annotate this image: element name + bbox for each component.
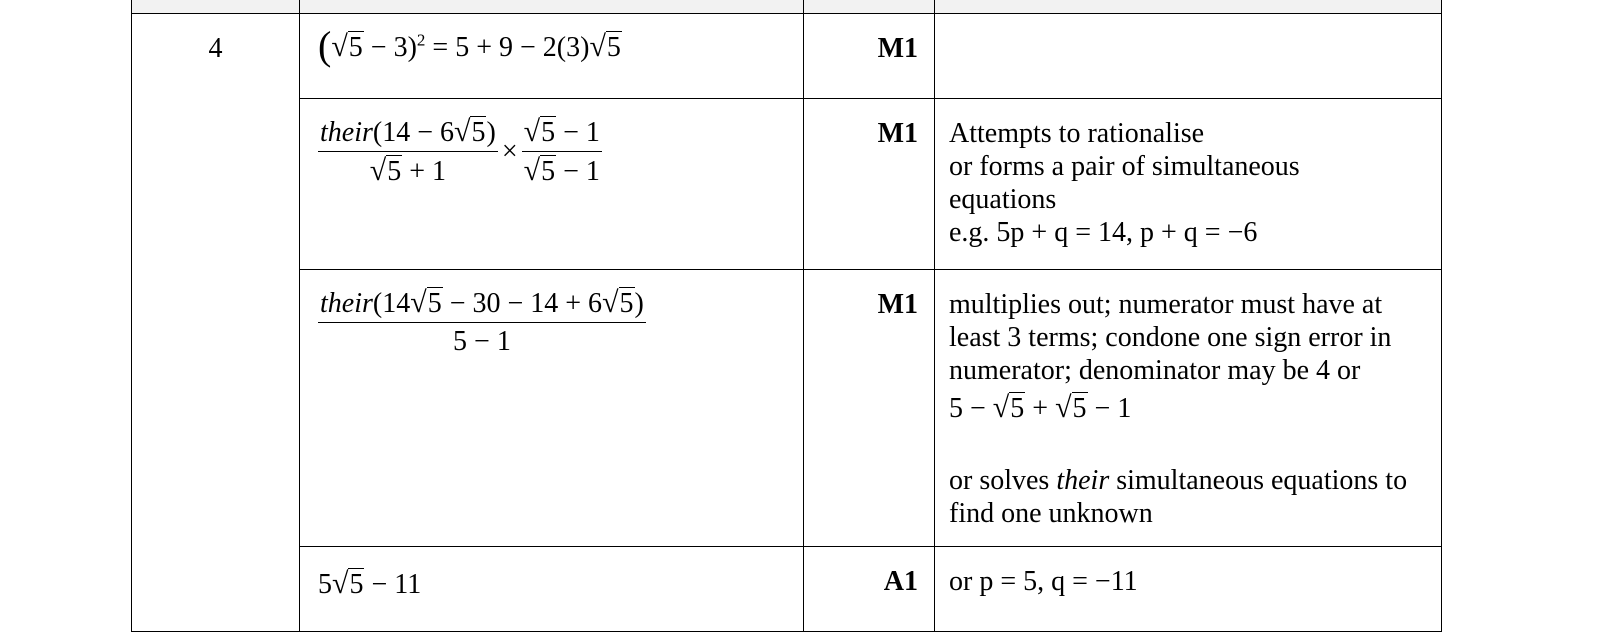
sqrt-expression: √5 [332, 567, 364, 600]
sqrt-expression: √5 [454, 115, 486, 148]
guidance-line: equations [949, 184, 1057, 215]
guidance-fragment: simultaneous equations to [1109, 465, 1408, 496]
answer-term: = 5 + 9 − 2(3) [425, 32, 590, 63]
radicand: 5 [606, 32, 621, 63]
answer-cell [300, 99, 804, 270]
expr-term: 5 − [949, 393, 993, 424]
sqrt-expression: √5 [331, 30, 363, 63]
numerator [318, 286, 646, 322]
denominator [318, 151, 498, 188]
answer-cell [300, 270, 804, 547]
sqrt-expression: √5 [369, 154, 402, 187]
answer-term: ) [634, 288, 644, 319]
radicand: 5 [541, 156, 556, 187]
spacer [949, 425, 1427, 458]
answer-expression [300, 99, 803, 188]
guidance-text [935, 99, 1441, 249]
guidance-fragment: or solves [949, 465, 1057, 496]
guidance-line: Attempts to rationalise [949, 118, 1205, 149]
paren-open: ( [318, 23, 332, 68]
denominator: 5 − 1 [318, 322, 646, 358]
table-row [132, 14, 1442, 99]
answer-term: − 1 [556, 156, 600, 187]
radicand: 5 [348, 32, 363, 63]
sqrt-expression: √5 [523, 115, 556, 148]
mark-code: M1 [877, 33, 918, 64]
question-number: 4 [208, 33, 223, 64]
guidance-text [935, 270, 1441, 530]
guidance-cell [935, 270, 1442, 547]
header-cell [300, 0, 804, 14]
radicand: 5 [387, 156, 402, 187]
answer-term: 5 [318, 569, 332, 600]
mark-cell [804, 14, 935, 99]
guidance-cell [935, 14, 1442, 99]
table-row [132, 547, 1442, 632]
table-row [132, 99, 1442, 270]
guidance-line: e.g. 5p + q = 14, p + q = −6 [949, 217, 1258, 248]
answer-term: − 30 − 14 + 6 [442, 288, 603, 319]
radicand: 5 [471, 117, 486, 148]
expr-term: + [1025, 393, 1056, 424]
mark-code: A1 [883, 566, 918, 597]
their-label: their [320, 288, 373, 319]
their-label: their [320, 117, 373, 148]
numerator [318, 115, 498, 151]
radicand: 5 [427, 288, 442, 319]
fraction [318, 286, 646, 358]
sqrt-expression: √5 [992, 391, 1025, 424]
guidance-expression [949, 387, 1427, 425]
guidance-line: or forms a pair of simultaneous [949, 151, 1300, 182]
mark-code: M1 [877, 118, 918, 149]
guidance-line: multiplies out; numerator must have at [949, 289, 1383, 320]
radicand: 5 [541, 117, 556, 148]
mark-cell [804, 547, 935, 632]
fraction [522, 115, 602, 188]
table-header-row [132, 0, 1442, 14]
radicand: 5 [1010, 393, 1025, 424]
sqrt-expression: √5 [410, 286, 442, 319]
table-row [132, 270, 1442, 547]
guidance-line: find one unknown [949, 498, 1153, 529]
fraction [318, 115, 498, 188]
radicand: 5 [1072, 393, 1087, 424]
mark-cell [804, 99, 935, 270]
sqrt-expression: √5 [1055, 391, 1087, 424]
guidance-line: numerator; denominator may be 4 or [949, 355, 1361, 386]
header-cell [804, 0, 935, 14]
header-cell [132, 0, 300, 14]
answer-expression [300, 14, 803, 68]
sqrt-expression: √5 [602, 286, 634, 319]
header-cell [935, 0, 1442, 14]
answer-term: ) [486, 117, 496, 148]
numerator [522, 115, 602, 151]
guidance-text: or p = 5, q = −11 [949, 566, 1138, 597]
their-label: their [1056, 465, 1110, 496]
guidance-cell [935, 547, 1442, 632]
answer-term: (14 [372, 288, 411, 319]
radicand: 5 [349, 569, 364, 600]
answer-cell [300, 14, 804, 99]
answer-expression [300, 547, 803, 601]
expr-term: − 1 [1087, 393, 1132, 424]
answer-term: + 1 [402, 156, 447, 187]
mark-scheme-table [131, 0, 1442, 632]
sqrt-expression: √5 [523, 154, 556, 187]
times-symbol: × [501, 136, 518, 167]
radicand: 5 [619, 288, 634, 319]
mark-code: M1 [877, 289, 918, 320]
answer-term: − 1 [556, 117, 600, 148]
answer-cell [300, 547, 804, 632]
question-number-cell [132, 14, 300, 632]
answer-term: − 3) [363, 32, 417, 63]
answer-term: (14 − 6 [372, 117, 455, 148]
exponent: 2 [416, 30, 426, 50]
denominator [522, 151, 602, 188]
guidance-line: least 3 terms; condone one sign error in [949, 322, 1392, 353]
answer-term: − 11 [364, 569, 422, 600]
sqrt-expression: √5 [589, 30, 621, 63]
guidance-line [949, 458, 1427, 497]
answer-expression [300, 270, 803, 358]
guidance-cell [935, 99, 1442, 270]
mark-cell [804, 270, 935, 547]
